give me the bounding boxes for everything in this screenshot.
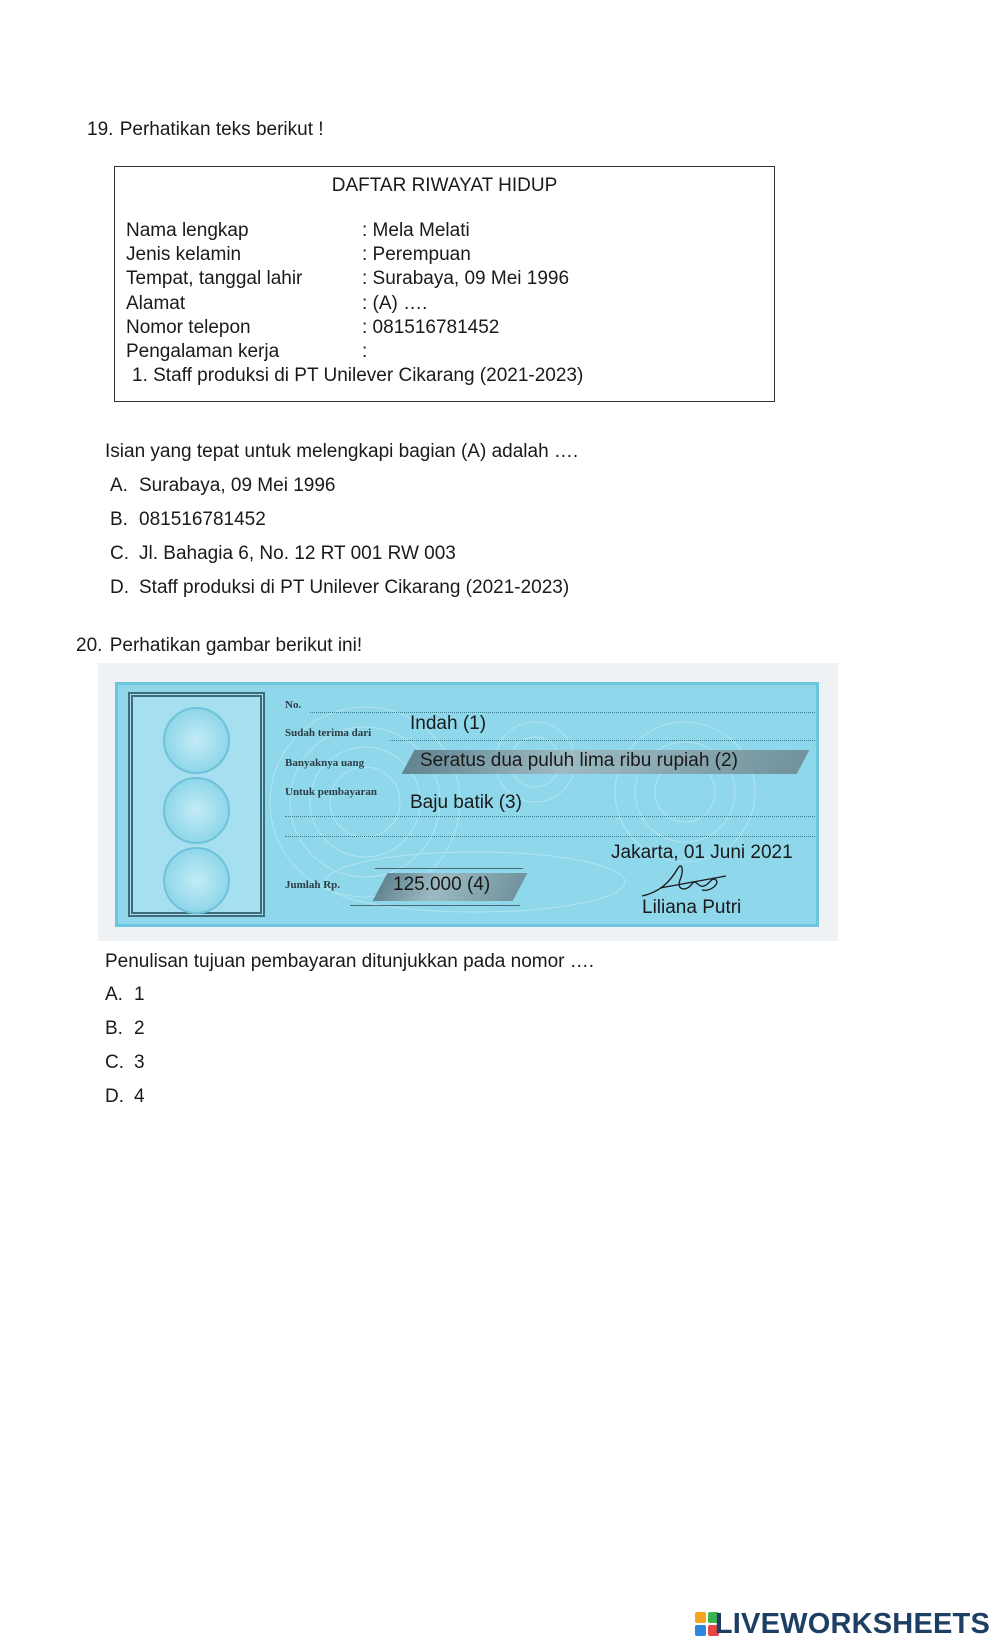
option-letter: C. [105, 1052, 124, 1073]
receipt-signer: Liliana Putri [642, 897, 742, 918]
question-20-text: Penulisan tujuan pembayaran ditunjukkan pada nomor …. [105, 951, 595, 972]
option-letter: D. [110, 577, 129, 598]
option-letter: C. [110, 543, 129, 564]
stub-ornament [163, 777, 230, 844]
receipt-label-total: Jumlah Rp. [285, 879, 341, 891]
stub-ornament [163, 847, 230, 914]
cv-row [126, 219, 470, 243]
stub-ornament [163, 707, 230, 774]
cv-box [114, 166, 775, 402]
receipt-line [390, 740, 815, 741]
cv-row-value: : [362, 341, 368, 362]
question-number: 19. [87, 119, 114, 140]
cv-row-label: Jenis kelamin [126, 244, 242, 265]
cv-row-label: Nama lengkap [126, 220, 249, 241]
cv-row [126, 292, 427, 316]
option-d[interactable] [110, 576, 569, 600]
cv-title: DAFTAR RIWAYAT HIDUP [331, 175, 558, 196]
question-19-header [87, 118, 324, 142]
option-a[interactable] [110, 474, 335, 498]
cv-row-label: Nomor telepon [126, 317, 251, 338]
receipt-total-value: 125.000 (4) [393, 874, 491, 895]
receipt-place-date: Jakarta, 01 Juni 2021 [611, 842, 793, 863]
cv-row-value: : Perempuan [362, 244, 471, 265]
option-letter: A. [110, 475, 128, 496]
cv-row-value: : Surabaya, 09 Mei 1996 [362, 268, 570, 289]
option-letter: A. [105, 984, 123, 1005]
receipt-line [285, 836, 815, 837]
receipt-received-from-value: Indah (1) [410, 713, 487, 734]
option-text: 4 [134, 1086, 145, 1107]
cv-row-label: Alamat [126, 293, 186, 314]
option-text: 081516781452 [139, 509, 266, 530]
question-20-header [76, 634, 362, 658]
option-text: Staff produksi di PT Unilever Cikarang (2021-2023) [139, 577, 570, 598]
option-c[interactable] [110, 542, 456, 566]
cv-row-label: Pengalaman kerja [126, 341, 280, 362]
cv-row [126, 340, 367, 364]
question-number: 20. [76, 635, 103, 656]
option-letter: B. [105, 1018, 123, 1039]
option-text: 2 [134, 1018, 145, 1039]
option-b[interactable] [110, 508, 266, 532]
option-c[interactable] [105, 1051, 145, 1075]
cv-row-value: : Mela Melati [362, 220, 470, 241]
question-prompt: Perhatikan teks berikut ! [119, 119, 324, 140]
cv-row [126, 267, 569, 291]
option-text: 1 [134, 984, 145, 1005]
receipt-label-amount-words: Banyaknya uang [285, 757, 365, 769]
signature-scribble [640, 862, 730, 902]
cv-row-value: : 081516781452 [362, 317, 500, 338]
receipt-line [350, 905, 520, 906]
receipt-label-received-from: Sudah terima dari [285, 727, 372, 739]
option-letter: B. [110, 509, 128, 530]
receipt-line [310, 712, 815, 713]
receipt-amount-words-value: Seratus dua puluh lima ribu rupiah (2) [420, 750, 738, 771]
cv-row [126, 316, 499, 340]
cv-row-label: Tempat, tanggal lahir [126, 268, 303, 289]
liveworksheets-brand[interactable]: LIVEWORKSHEETS [714, 1608, 990, 1640]
receipt-label-for-payment: Untuk pembayaran [285, 786, 377, 798]
cv-row [126, 243, 471, 267]
option-text: Surabaya, 09 Mei 1996 [139, 475, 336, 496]
option-letter: D. [105, 1086, 124, 1107]
option-text: Jl. Bahagia 6, No. 12 RT 001 RW 003 [139, 543, 456, 564]
option-a[interactable] [105, 983, 145, 1007]
option-d[interactable] [105, 1085, 145, 1109]
receipt-line [375, 868, 523, 869]
receipt-stub [128, 692, 265, 917]
cv-experience-item: 1. Staff produksi di PT Unilever Cikarang (2021-2023) [132, 365, 584, 386]
receipt-line [285, 816, 815, 817]
receipt-for-payment-value: Baju batik (3) [410, 792, 522, 813]
receipt-label-no: No. [285, 699, 302, 711]
question-prompt: Perhatikan gambar berikut ini! [109, 635, 363, 656]
question-19-text: Isian yang tepat untuk melengkapi bagian (A) adalah …. [105, 441, 579, 462]
option-b[interactable] [105, 1017, 145, 1041]
option-text: 3 [134, 1052, 145, 1073]
cv-row-value: : (A) …. [362, 293, 428, 314]
